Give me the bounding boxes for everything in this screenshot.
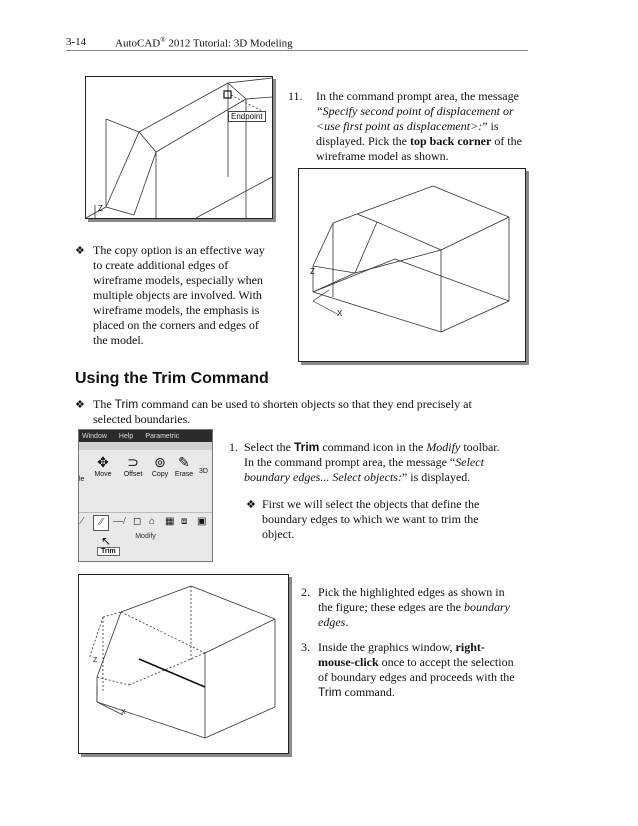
boundary-select-note	[262, 497, 532, 542]
erase-tool-button[interactable]	[173, 454, 195, 478]
trim-intro-post: command can be used to shorten objects so that they end precisely at	[138, 397, 472, 411]
step-1-number: 1.	[229, 440, 238, 454]
header-rule	[66, 50, 528, 51]
running-header	[115, 36, 293, 50]
diamond-bullet-icon: ❖	[75, 245, 85, 257]
wireframe-model-drawing	[299, 169, 525, 361]
step-3-line-3: of boundary edges and proceeds with the	[318, 670, 515, 684]
step-11-number: 11.	[288, 89, 303, 103]
select-note-line: boundary edges to which we want to trim the	[262, 512, 479, 526]
step-3-line-2	[318, 655, 538, 670]
fillet-icon[interactable]: ◻	[133, 516, 142, 527]
copy-note-line: The copy option is an effective way	[93, 243, 265, 257]
ribbon-strip	[79, 442, 212, 450]
step-3-line-4	[318, 685, 538, 700]
move-icon: ✥	[97, 454, 109, 470]
step-11-line-4	[316, 134, 546, 149]
copy-note-line: multiple objects are involved. With	[93, 288, 262, 302]
line-icon[interactable]: ⁄	[81, 516, 83, 527]
step-11-message-1: “Specify second point of displacement or	[316, 104, 514, 118]
mouse-cursor-icon: ↖	[101, 534, 112, 548]
select-note-line: object.	[262, 527, 295, 541]
step-11-message-2: <use first point as displacement>:	[316, 119, 483, 133]
step-1-trim-command: Trim	[293, 440, 320, 454]
step-11-top-back-corner: top back corner	[409, 134, 492, 148]
offset-tool-button[interactable]	[121, 454, 145, 478]
endpoint-marker-icon	[224, 91, 231, 98]
step-1-line-3	[244, 470, 544, 485]
header-title-post: 2012 Tutorial: 3D Modeling	[165, 37, 293, 50]
step-2-line-2	[318, 600, 538, 615]
extend-icon[interactable]: —/	[113, 516, 126, 527]
menu-help[interactable]: Help	[118, 432, 134, 440]
step-11-line-3	[316, 119, 546, 134]
step-11-line-1: In the command prompt area, the message	[316, 89, 519, 103]
step-3-line-1	[318, 640, 538, 655]
header-registered-mark: ®	[160, 36, 166, 44]
z-axis-label: Z	[93, 657, 98, 664]
z-axis-label: Z	[310, 267, 315, 276]
step-1-displayed-text: ” is displayed.	[401, 470, 471, 484]
menu-bar	[79, 430, 212, 442]
modify-panel-title: Modify	[135, 533, 156, 540]
move-tool-button[interactable]	[91, 454, 115, 478]
x-axis-label: X	[337, 309, 343, 318]
trim-intro-line-2: selected boundaries.	[93, 412, 191, 426]
step-2-edges-text: the figure; these edges are the	[318, 600, 464, 614]
offset-label: Offset	[123, 471, 143, 478]
trim-intro-pre: The	[93, 397, 115, 411]
copy-option-note	[93, 243, 293, 348]
step-11-pick-text: displayed. Pick the	[316, 134, 410, 148]
step-3-accept-text: once to accept the selection	[378, 655, 514, 669]
step-3-right: right-	[455, 640, 485, 654]
step-1-modify: Modify	[426, 440, 461, 454]
step-3-mouse-click: mouse-click	[318, 655, 379, 669]
step-1-message-end: boundary edges... Select objects:	[244, 470, 402, 484]
modify-toolbar-screenshot	[78, 429, 213, 562]
step-1-prompt-text: In the command prompt area, the message “	[244, 455, 456, 469]
step-1-icon-text: command icon in the	[319, 440, 427, 454]
move-label: Move	[94, 471, 112, 478]
copy-icon: ⊚	[154, 454, 166, 470]
copy-note-line: placed on the corners and edges of	[93, 318, 259, 332]
step-11-of-the: of the	[491, 134, 522, 148]
array-icon[interactable]: ▦	[165, 516, 175, 527]
figure-boundary-edges	[78, 574, 289, 754]
step-2-line-3	[318, 615, 538, 630]
offset-icon: ⊃	[127, 454, 139, 470]
trim-icon: ⁄⁄	[99, 517, 103, 528]
step-3-command-text: command.	[341, 685, 395, 699]
copy-note-line: wireframe models, the emphasis is	[93, 303, 260, 317]
trim-tool-button[interactable]	[93, 515, 109, 531]
step-1-toolbar-text: toolbar.	[460, 440, 500, 454]
page-number: 3-14	[66, 36, 87, 48]
figure-wireframe-copied	[298, 168, 526, 362]
select-note-line: First we will select the objects that define the	[262, 497, 480, 511]
endpoint-tooltip: Endpoint	[228, 111, 266, 122]
modify-tool-strip	[79, 512, 212, 533]
step-1-select-text: Select the	[244, 440, 294, 454]
step-2-number: 2.	[301, 585, 310, 599]
erase-label: Erase	[174, 471, 194, 478]
step-3-text	[318, 640, 538, 700]
step-2-edges-italic: edges	[318, 615, 346, 629]
chamfer-icon[interactable]: ⌂	[149, 516, 156, 527]
step-2-boundary: boundary	[463, 600, 510, 614]
step-2-text	[318, 585, 538, 630]
trim-intro-note	[93, 397, 533, 427]
diamond-bullet-icon: ❖	[75, 399, 85, 411]
step-11-line-3-tail: ” is	[482, 119, 499, 133]
step-1-text	[244, 440, 544, 485]
trim-intro-line-1	[93, 397, 533, 412]
step-3-inside-text: Inside the graphics window,	[318, 640, 456, 654]
wireframe-closeup-drawing	[86, 77, 272, 218]
trim-tooltip: Trim	[97, 547, 120, 556]
step-3-number: 3.	[301, 640, 310, 654]
copy-note-line: the model.	[93, 333, 144, 347]
z-axis-label: Z	[98, 204, 103, 213]
tool-row	[79, 450, 212, 512]
highlighted-boundary-edge	[139, 659, 205, 687]
step-11-line-5: wireframe model as shown.	[316, 149, 449, 163]
menu-parametric[interactable]: Parametric	[145, 432, 180, 440]
copy-tool-button[interactable]	[149, 454, 171, 478]
explode-icon[interactable]: ▣	[197, 516, 207, 527]
copy-note-line: to create additional edges of	[93, 258, 229, 272]
3d-label: 3D	[199, 468, 208, 475]
clipped-label: le	[79, 476, 85, 483]
trim-command-name: Trim	[114, 397, 139, 411]
erase-icon: ✎	[178, 454, 190, 470]
section-heading: Using the Trim Command	[75, 370, 269, 387]
wireframe-boundary-drawing	[79, 575, 288, 753]
mirror-icon[interactable]: ⧈	[181, 516, 188, 527]
header-title-pre: AutoCAD	[115, 37, 161, 50]
step-2-line-1: Pick the highlighted edges as shown in	[318, 585, 505, 599]
step-1-line-1	[244, 440, 544, 455]
step-2-period: .	[345, 615, 349, 629]
step-3-trim-command: Trim	[318, 685, 342, 699]
step-1-message-start: Select	[455, 455, 484, 469]
x-axis-label: X	[121, 709, 126, 716]
figure-endpoint-pick	[85, 76, 273, 219]
step-1-line-2	[244, 455, 544, 470]
copy-label: Copy	[151, 471, 169, 478]
menu-window[interactable]: Window	[82, 432, 107, 440]
diamond-bullet-icon: ❖	[246, 499, 256, 511]
copy-note-line: wireframe models, especially when	[93, 273, 263, 287]
step-11-text	[316, 89, 546, 164]
